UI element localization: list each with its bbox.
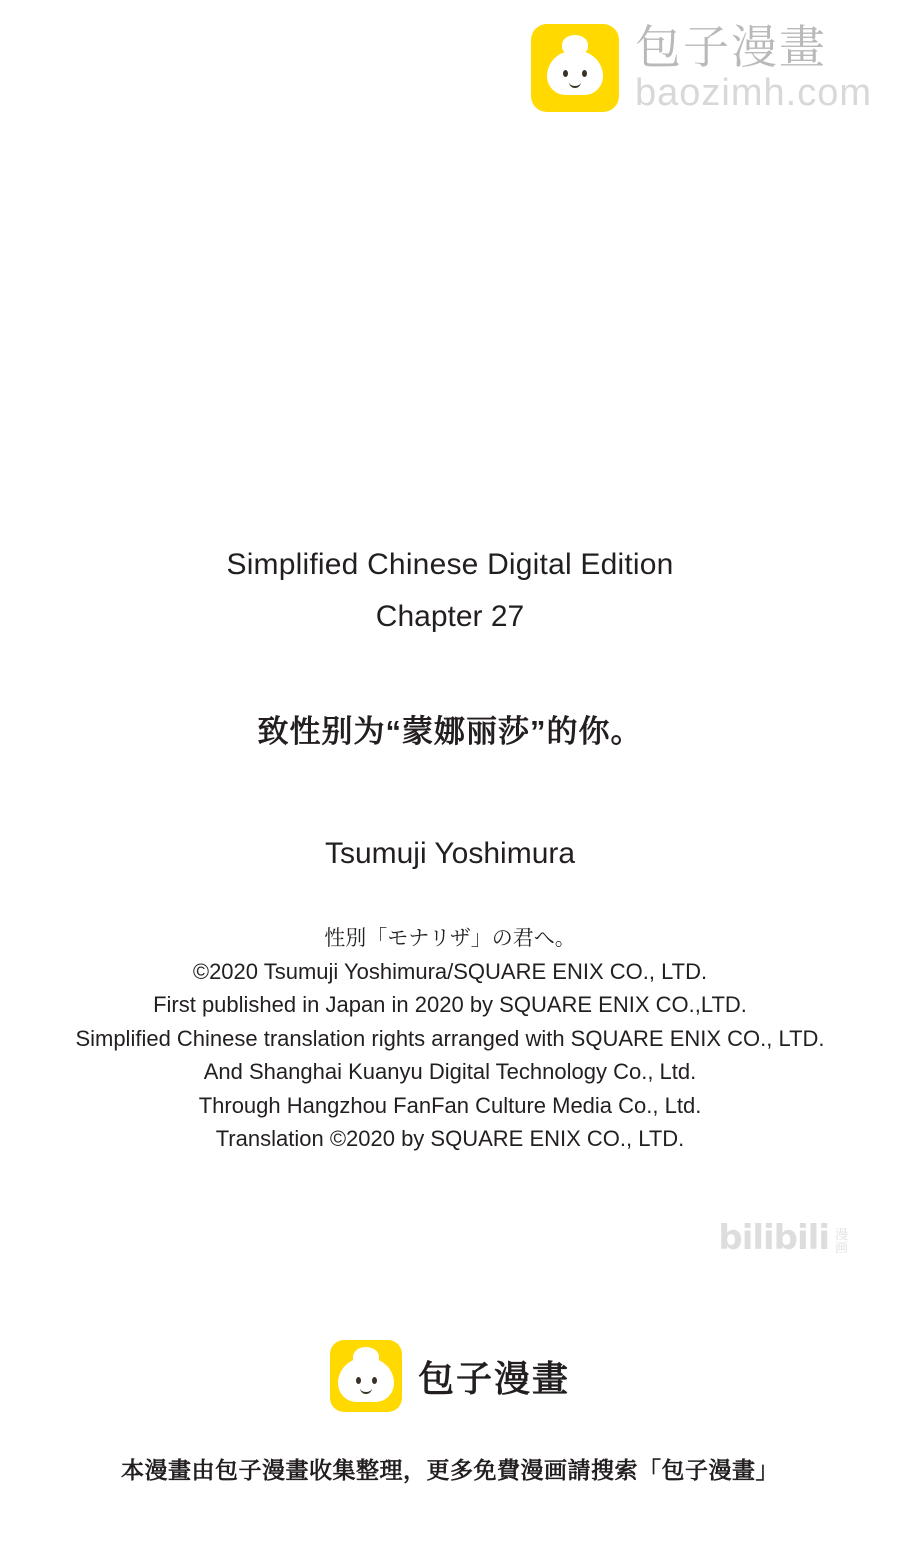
bilibili-manga-char-bottom: 画 <box>834 1240 848 1256</box>
site-watermark <box>531 20 872 114</box>
series-title-cn: 致性别为“蒙娜丽莎”的你。 <box>257 714 643 749</box>
edition-line: Simplified Chinese Digital Edition <box>226 548 674 581</box>
footer-note: 本漫畫由包子漫畫收集整理，更多免費漫画請搜索「包子漫畫」 <box>121 1457 779 1483</box>
bilibili-manga-label <box>835 1228 848 1258</box>
legal-line-copyright: ©2020 Tsumuji Yoshimura/SQUARE ENIX CO., LTD. <box>192 958 708 984</box>
bottom-brand <box>0 1340 900 1412</box>
legal-line-jp: 性別「モナリザ」の君へ。 <box>324 927 576 950</box>
bun-top-shape <box>562 35 588 55</box>
watermark-text-group <box>635 20 872 114</box>
bilibili-watermark <box>718 1218 848 1258</box>
watermark-title: 包子漫畫 <box>635 20 828 74</box>
legal-line-hangzhou: Through Hangzhou FanFan Culture Media Co., Ltd. <box>198 1092 702 1118</box>
watermark-domain: baozimh.com <box>635 72 872 114</box>
bilibili-manga-char-top: 漫 <box>834 1226 848 1242</box>
bilibili-wordmark: bilibili <box>718 1218 829 1258</box>
bun-top-shape <box>353 1347 379 1367</box>
baozi-bun-icon <box>330 1340 402 1412</box>
legal-line-translation-copyright: Translation ©2020 by SQUARE ENIX CO., LTD. <box>215 1126 685 1152</box>
brand-name: 包子漫畫 <box>417 1357 570 1399</box>
author-name: Tsumuji Yoshimura <box>324 837 576 870</box>
legal-line-first-published: First published in Japan in 2020 by SQUARE ENIX CO.,LTD. <box>153 992 747 1018</box>
bun-eye-right <box>582 70 587 77</box>
bun-eye-left <box>563 70 568 77</box>
legal-line-shanghai: And Shanghai Kuanyu Digital Technology Co., Ltd. <box>203 1059 697 1085</box>
legal-block <box>0 923 900 1156</box>
credits-block <box>0 548 900 1156</box>
legal-line-translation-rights: Simplified Chinese translation rights arranged with SQUARE ENIX CO., LTD. <box>75 1025 825 1051</box>
baozi-bun-icon <box>531 24 619 112</box>
chapter-line: Chapter 27 <box>375 600 525 633</box>
bun-body-shape <box>547 51 603 95</box>
